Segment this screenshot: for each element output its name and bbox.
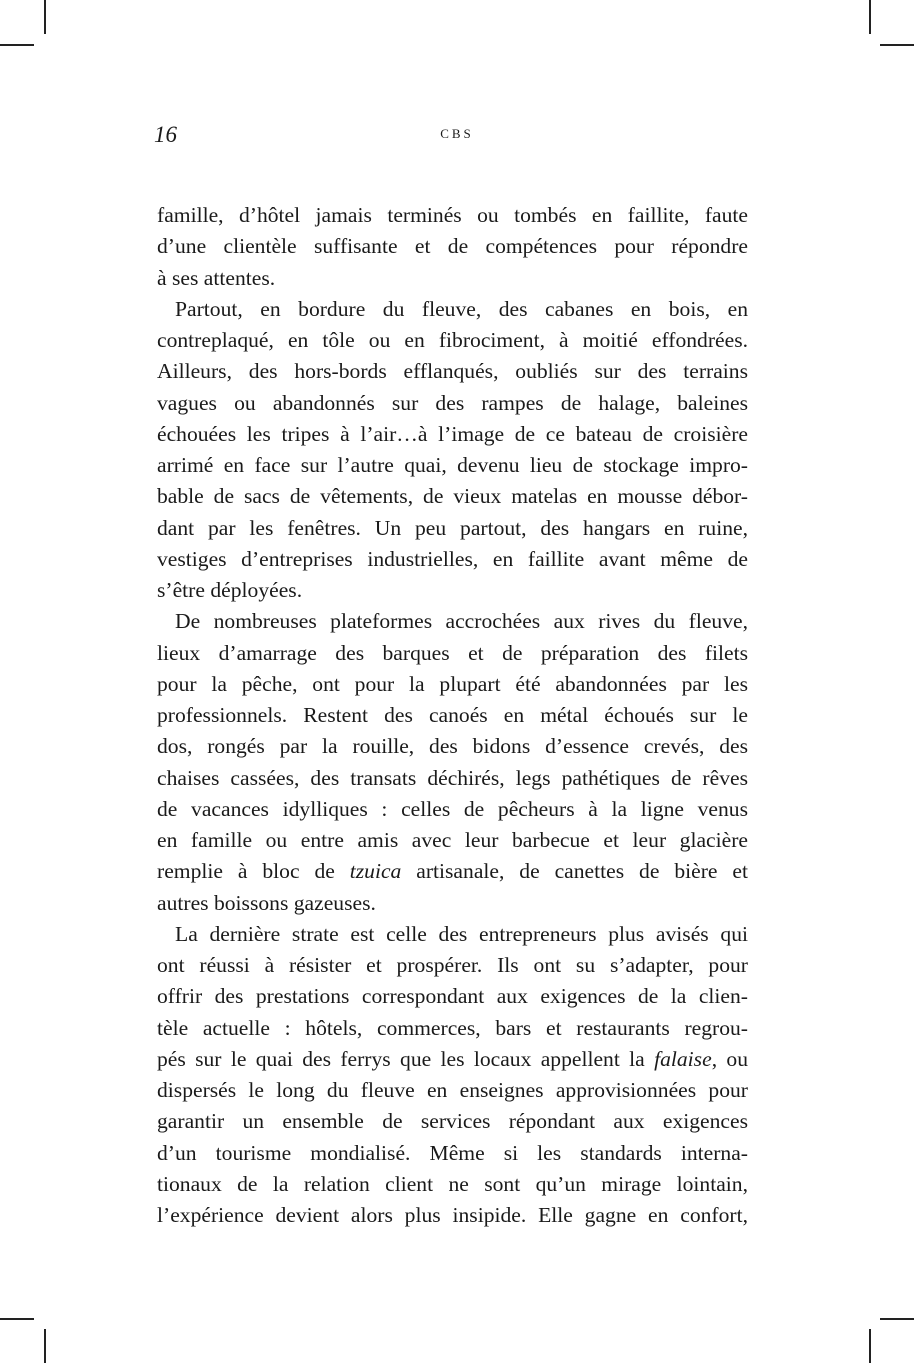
text-line: de vacances idylliques : celles de pêcheurs à la ligne venus [157,796,748,821]
text-line: en famille ou entre amis avec leur barbecue et leur glacière [157,828,748,852]
text-line: l’expérience devient alors plus insipide. Elle gagne en confort, [157,1203,748,1227]
text-line: vagues ou abandonnés sur des rampes de halage, baleines [157,390,748,415]
text-line: offrir des prestations correspondant aux exigences de la clien- [157,984,748,1009]
crop-mark [44,1329,46,1363]
text-line: La dernière strate est celle des entrepreneurs plus avisés qui [175,921,748,946]
text-line: De nombreuses plateformes accrochées aux rives du fleuve, [175,609,748,634]
text-line: dispersés le long du fleuve en enseignes approvisionnées pour [157,1078,748,1102]
text-line: à ses attentes. [157,265,276,290]
text-line: arrimé en face sur l’autre quai, devenu lieu de stockage impro- [157,453,748,477]
text-fragment: remplie à bloc de [157,859,350,884]
text-line: vestiges d’entreprises industrielles, en faillite avant même de [157,546,748,571]
text-fragment: artisanale, de canettes de bière et [401,859,748,884]
crop-mark [869,0,871,34]
crop-mark [0,44,34,46]
text-line: contreplaqué, en tôle ou en fibrociment, à moitié effondrées. [157,328,748,352]
text-line: professionnels. Restent des canoés en métal échoués sur le [157,703,748,727]
text-line: Ailleurs, des hors-bords efflanqués, oubliés sur des terrains [157,359,748,384]
text-line: d’un tourisme mondialisé. Même si les standards interna- [157,1140,748,1165]
page-number: 16 [154,122,177,147]
text-line: pour la pêche, ont pour la plupart été abandonnées par les [157,671,748,696]
italic-term: tzuica [349,859,402,884]
running-head: CBS [440,126,474,141]
text-line [157,856,748,887]
text-line: tèle actuelle : hôtels, commerces, bars et restaurants regrou- [157,1015,748,1040]
crop-mark [869,1329,871,1363]
text-line: lieux d’amarrage des barques et de préparation des filets [157,640,748,665]
italic-term: falaise [654,1046,712,1071]
crop-mark [44,0,46,34]
text-line: tionaux de la relation client ne sont qu’un mirage lointain, [157,1171,748,1196]
text-line: famille, d’hôtel jamais terminés ou tombés en faillite, faute [157,203,748,227]
text-line: échouées les tripes à l’air…à l’image de ce bateau de croisière [157,421,748,446]
crop-mark [880,44,914,46]
text-line [157,1044,748,1075]
text-line: bable de sacs de vêtements, de vieux matelas en mousse débor- [157,484,748,509]
text-fragment: pés sur le quai des ferrys que les locaux appellent la [157,1046,655,1071]
text-line: autres boissons gazeuses. [157,890,376,915]
text-line: dos, rongés par la rouille, des bidons d’essence crevés, des [157,734,748,759]
text-line: dant par les fenêtres. Un peu partout, des hangars en ruine, [157,515,748,540]
text-line: d’une clientèle suffisante et de compétences pour répondre [157,234,748,259]
body-text [157,200,748,1231]
text-line: chaises cassées, des transats déchirés, legs pathétiques de rêves [157,765,748,790]
text-line: s’être déployées. [157,578,303,602]
crop-mark [0,1318,34,1320]
text-line: garantir un ensemble de services répondant aux exigences [157,1109,748,1134]
text-fragment: , ou [711,1046,749,1071]
text-line: Partout, en bordure du fleuve, des cabanes en bois, en [175,296,748,321]
crop-mark [880,1318,914,1320]
text-line: ont réussi à résister et prospérer. Ils ont su s’adapter, pour [157,953,748,977]
